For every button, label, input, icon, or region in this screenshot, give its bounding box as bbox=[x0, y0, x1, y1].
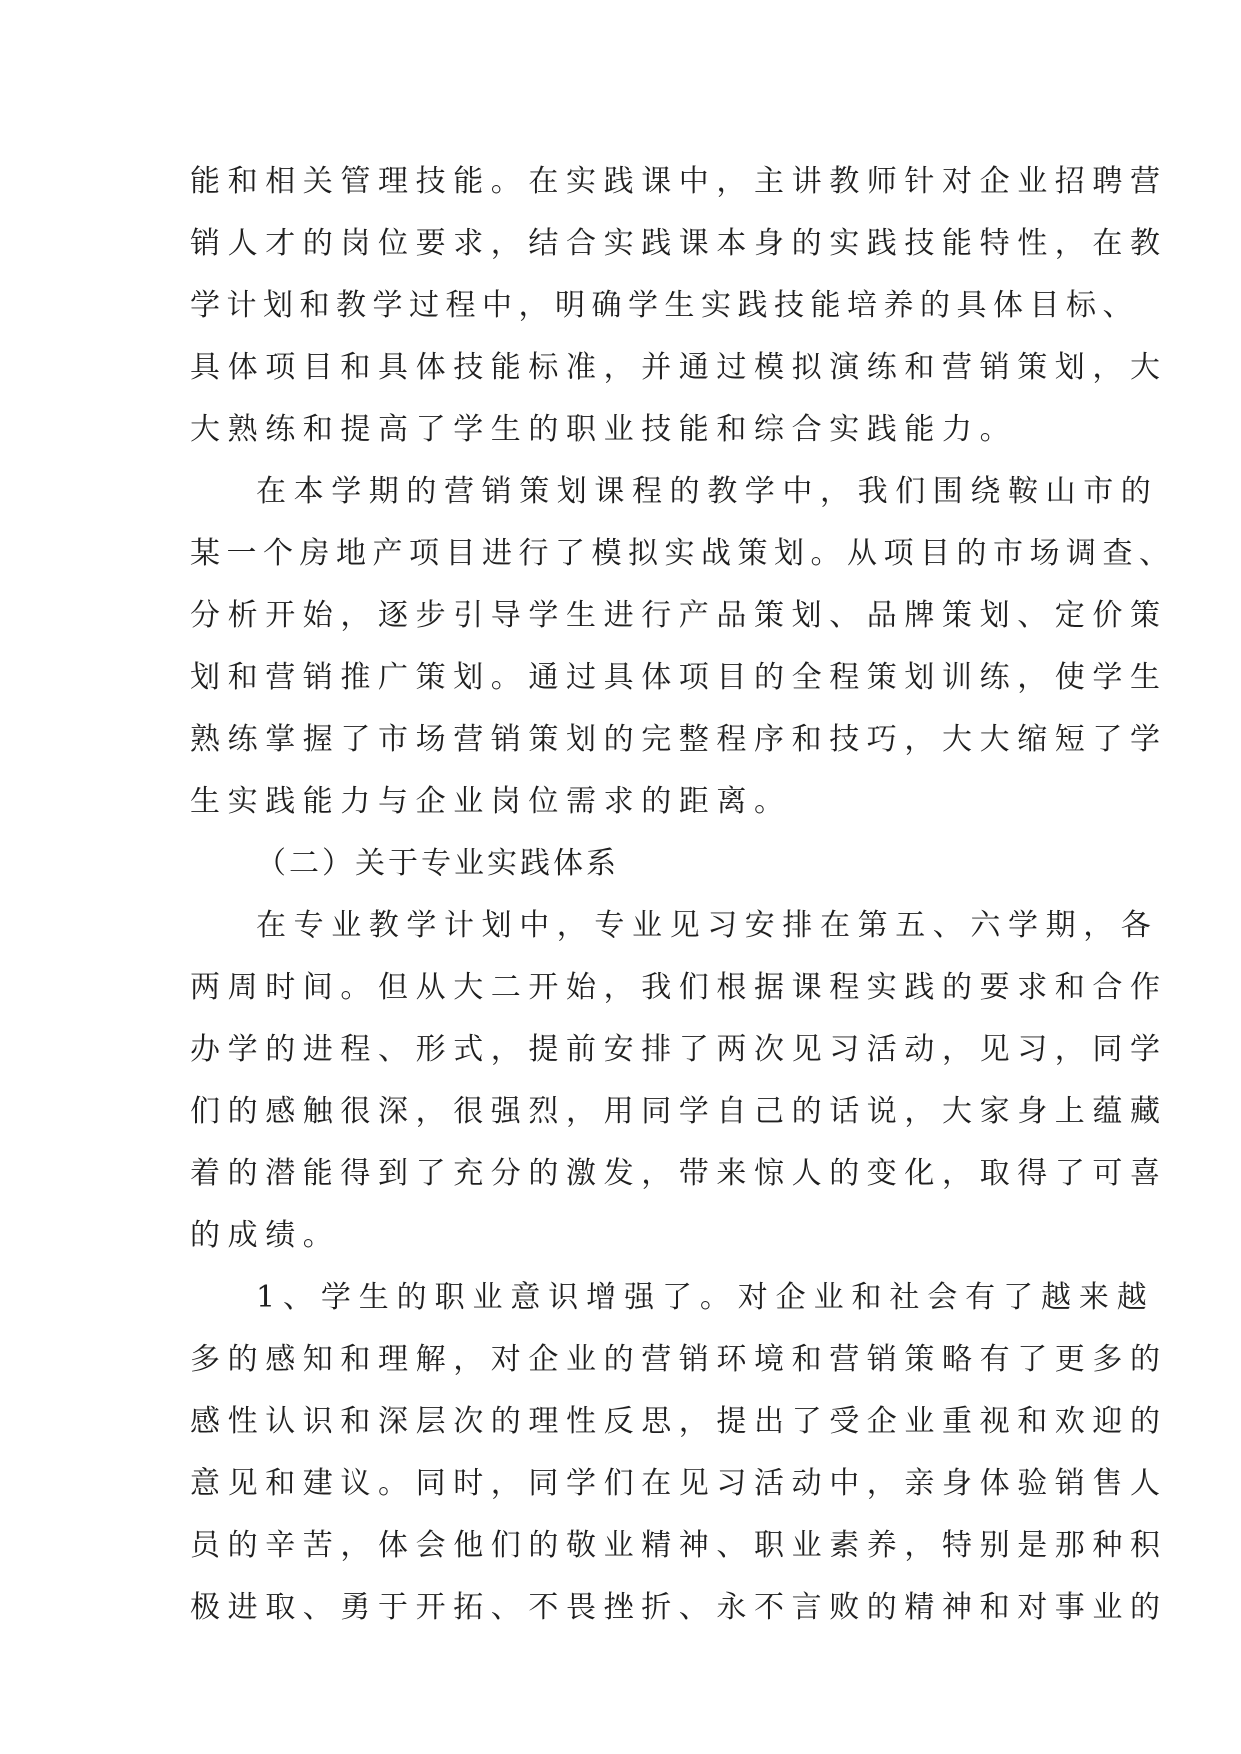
body-text-line: 感性认识和深层次的理性反思，提出了受企业重视和欢迎的 bbox=[190, 1404, 1168, 1439]
body-text-line: 分析开始，逐步引导学生进行产品策划、品牌策划、定价策 bbox=[190, 598, 1168, 633]
paragraph-first-line: 在本学期的营销策划课程的教学中，我们围绕鞍山市的 bbox=[256, 474, 1159, 509]
body-text-line: 大熟练和提高了学生的职业技能和综合实践能力。 bbox=[190, 412, 1018, 447]
body-text-line: 能和相关管理技能。在实践课中，主讲教师针对企业招聘营 bbox=[190, 164, 1168, 199]
body-text-line: 某一个房地产项目进行了模拟实战策划。从项目的市场调查、 bbox=[190, 536, 1176, 571]
body-text-line: 划和营销推广策划。通过具体项目的全程策划训练，使学生 bbox=[190, 660, 1168, 695]
section-heading: （二）关于专业实践体系 bbox=[256, 846, 619, 881]
body-text-line: 具体项目和具体技能标准，并通过模拟演练和营销策划，大 bbox=[190, 350, 1168, 385]
body-text-line: 的成绩。 bbox=[190, 1218, 341, 1253]
paragraph-first-line: 1、学生的职业意识增强了。对企业和社会有了越来越 bbox=[256, 1280, 1155, 1315]
body-text-line: 意见和建议。同时，同学们在见习活动中，亲身体验销售人 bbox=[190, 1466, 1168, 1501]
body-text-line: 们的感触很深，很强烈，用同学自己的话说，大家身上蕴藏 bbox=[190, 1094, 1168, 1129]
body-text-line: 多的感知和理解，对企业的营销环境和营销策略有了更多的 bbox=[190, 1342, 1168, 1377]
body-text-line: 生实践能力与企业岗位需求的距离。 bbox=[190, 784, 792, 819]
body-text-line: 办学的进程、形式，提前安排了两次见习活动，见习，同学 bbox=[190, 1032, 1168, 1067]
body-text-line: 极进取、勇于开拓、不畏挫折、永不言败的精神和对事业的 bbox=[190, 1590, 1168, 1625]
body-text-line: 两周时间。但从大二开始，我们根据课程实践的要求和合作 bbox=[190, 970, 1168, 1005]
paragraph-first-line: 在专业教学计划中，专业见习安排在第五、六学期，各 bbox=[256, 908, 1159, 943]
body-text-line: 员的辛苦，体会他们的敬业精神、职业素养，特别是那种积 bbox=[190, 1528, 1168, 1563]
body-text-line: 着的潜能得到了充分的激发，带来惊人的变化，取得了可喜 bbox=[190, 1156, 1168, 1191]
body-text-line: 熟练掌握了市场营销策划的完整程序和技巧，大大缩短了学 bbox=[190, 722, 1168, 757]
body-text-line: 学计划和教学过程中，明确学生实践技能培养的具体目标、 bbox=[190, 288, 1139, 323]
body-text-line: 销人才的岗位要求，结合实践课本身的实践技能特性，在教 bbox=[190, 226, 1168, 261]
